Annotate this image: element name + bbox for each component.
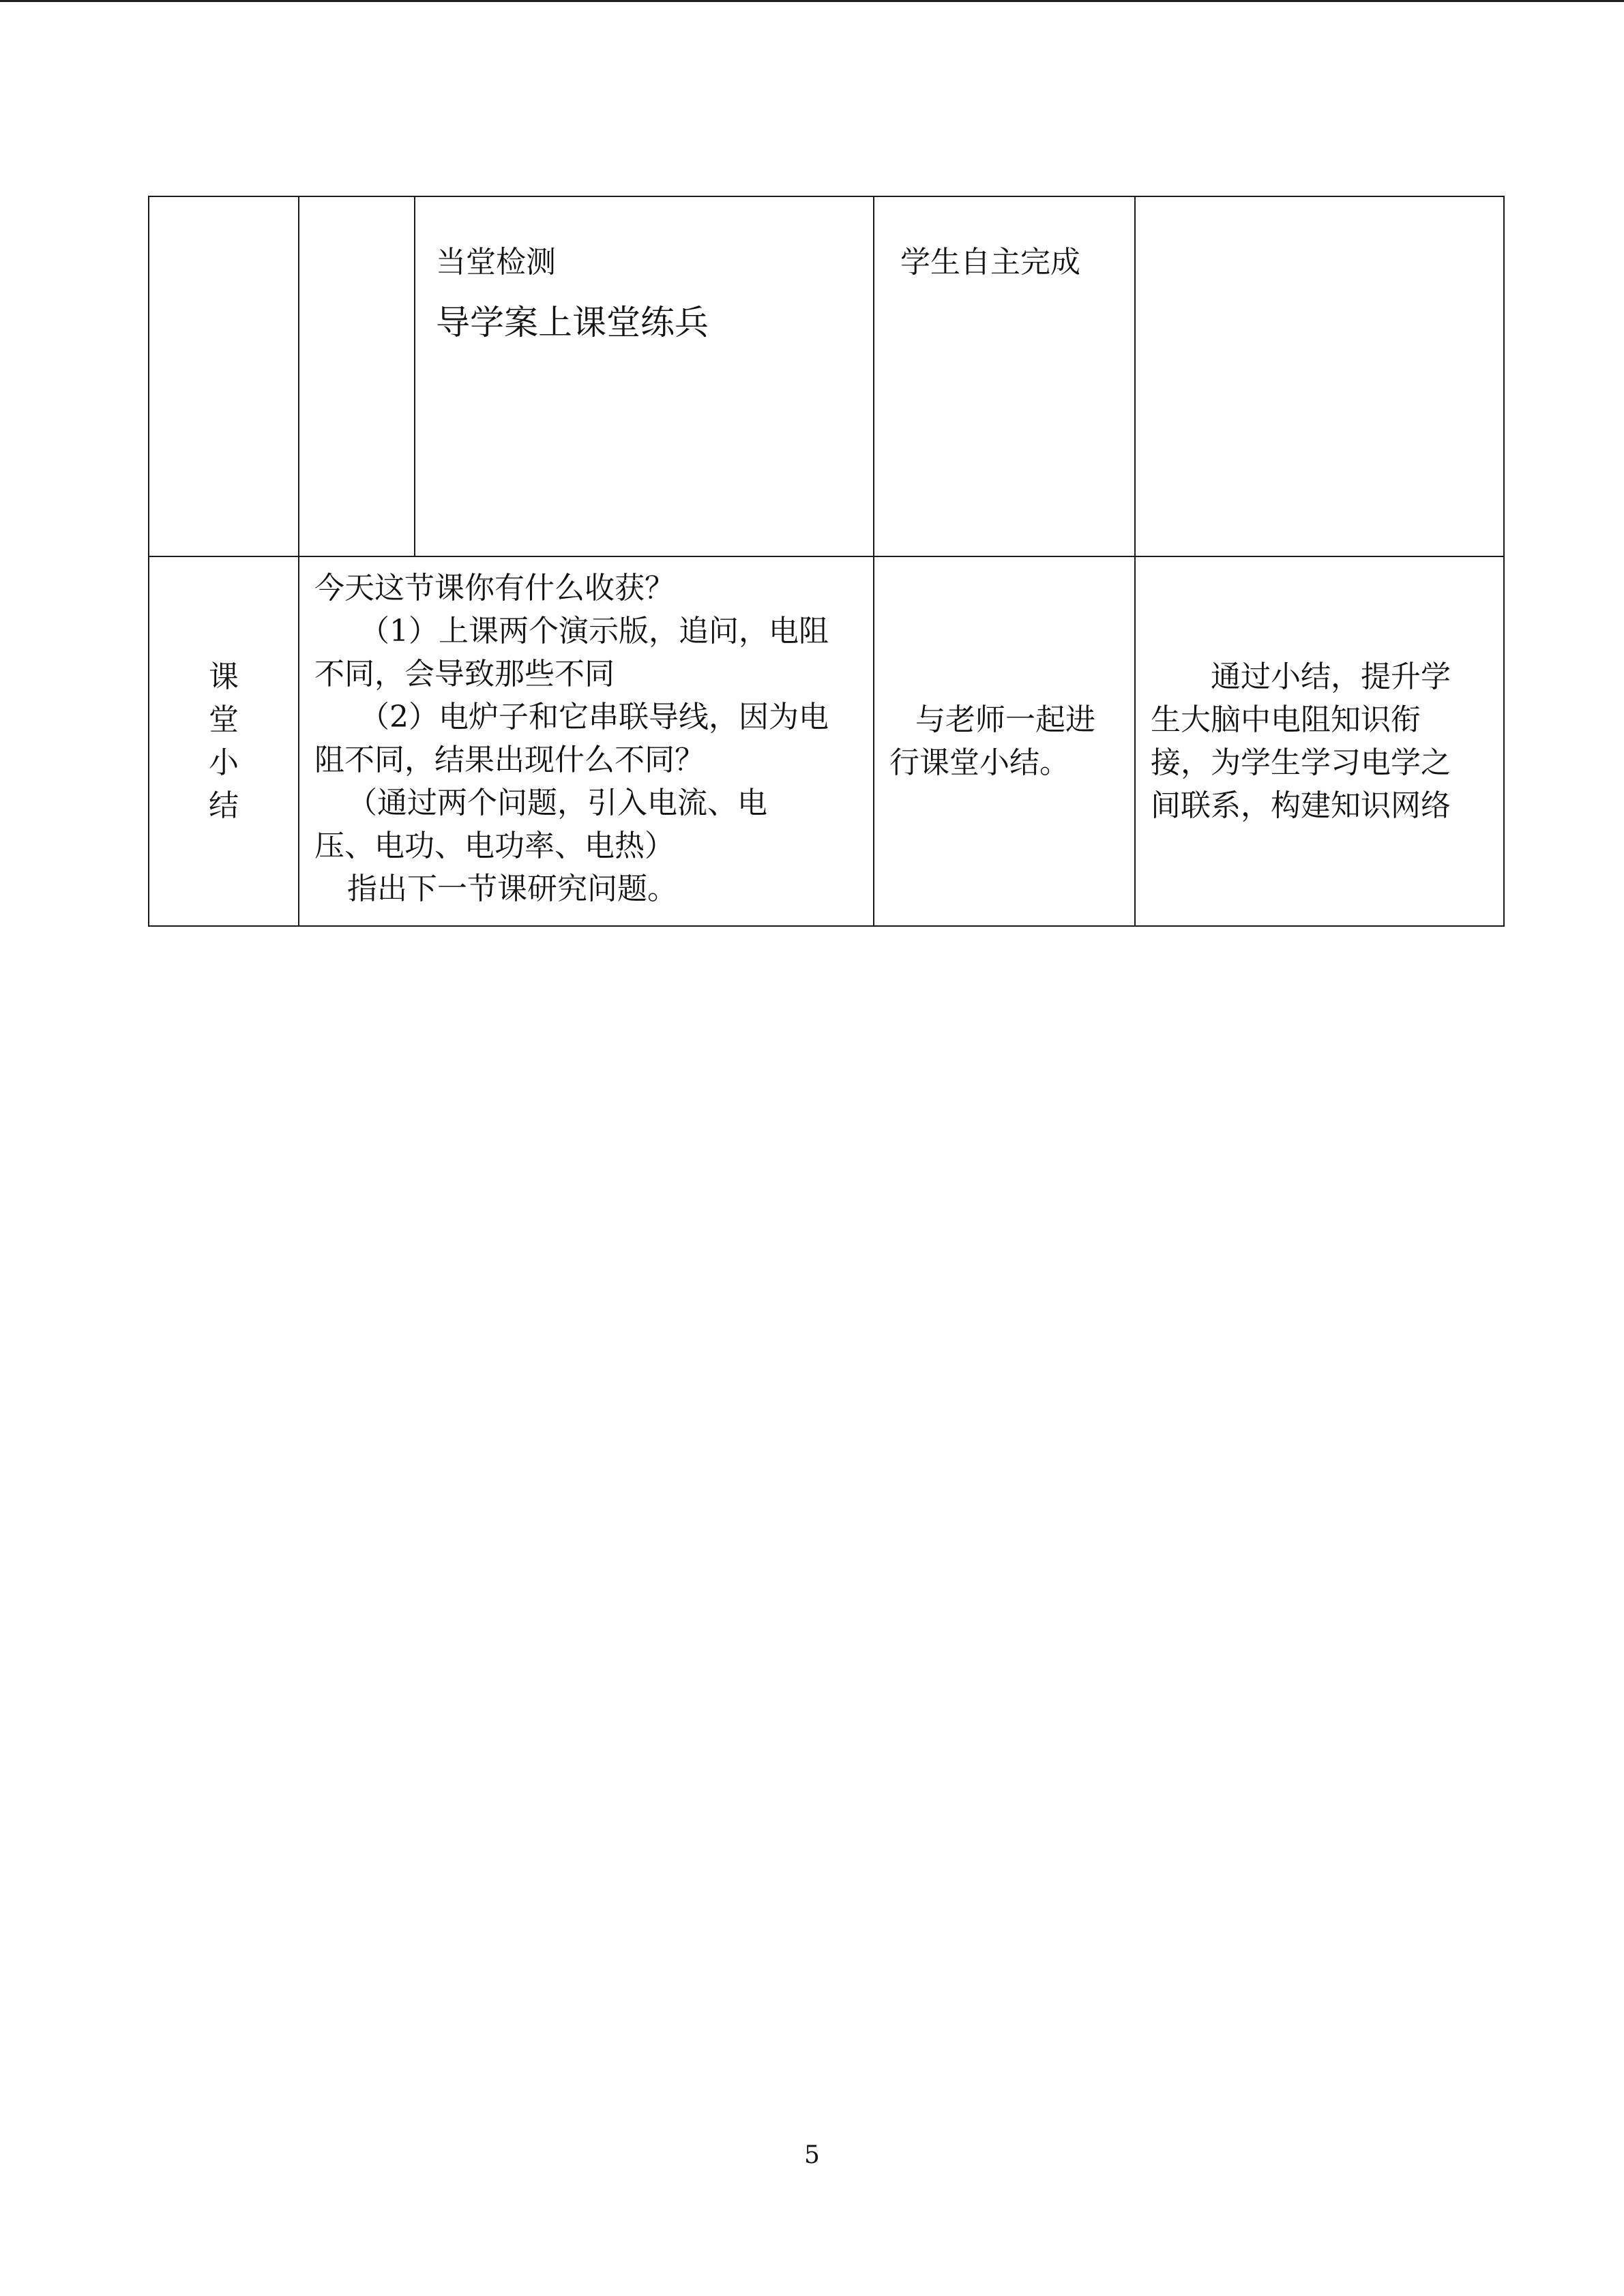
- student-activity-text: 学生自主完成: [900, 245, 1080, 280]
- section-title-char: 堂: [209, 702, 239, 737]
- summary-line: 压、电功、电功率、电热）: [314, 829, 675, 863]
- content-body: 导学案上课堂练兵: [436, 303, 709, 342]
- student-activity-line: 与老师一起进: [915, 702, 1095, 737]
- teaching-goal-line: 接，为学生学习电学之: [1151, 745, 1451, 780]
- table-row: [149, 196, 1504, 556]
- summary-line: 今天这节课你有什么收获？: [314, 571, 675, 606]
- student-activity-line: 行课堂小结。: [889, 745, 1069, 780]
- table-row: [149, 556, 1504, 926]
- teaching-goal-line: 间联系，构建知识网络: [1151, 788, 1451, 823]
- section-title-char: 课: [209, 659, 239, 694]
- lesson-plan-table: [148, 196, 1505, 927]
- summary-content-cell: [299, 556, 874, 926]
- section-title-cell: [149, 556, 299, 926]
- goal-cell-empty: [1135, 196, 1504, 556]
- summary-line: 阻不同，结果出现什么不同？: [314, 743, 705, 777]
- summary-line: （通过两个问题，引入电流、电: [347, 786, 767, 820]
- summary-line: （2）电炉子和它串联导线，因为电: [359, 700, 829, 734]
- content-cell: [415, 196, 874, 556]
- teaching-goal-line: 生大脑中电阻知识衔: [1151, 702, 1421, 737]
- summary-line: 指出下一节课研究问题。: [347, 871, 677, 906]
- teaching-goal-cell: [1135, 556, 1504, 926]
- section-title-char: 小: [209, 745, 239, 780]
- page-top-border: [0, 0, 1624, 2]
- content-heading: 当堂检测: [436, 245, 556, 280]
- section-cell-empty: [149, 196, 299, 556]
- summary-line: 不同，会导致那些不同: [314, 657, 615, 691]
- summary-line: （1）上课两个演示版，追问，电阻: [359, 614, 829, 648]
- teaching-goal-line: 通过小结，提升学: [1211, 659, 1451, 694]
- section-title-char: 结: [209, 788, 239, 823]
- student-activity-cell: [874, 556, 1135, 926]
- step-cell-empty: [299, 196, 415, 556]
- student-activity-cell: [874, 196, 1135, 556]
- page-number: 5: [804, 2141, 820, 2169]
